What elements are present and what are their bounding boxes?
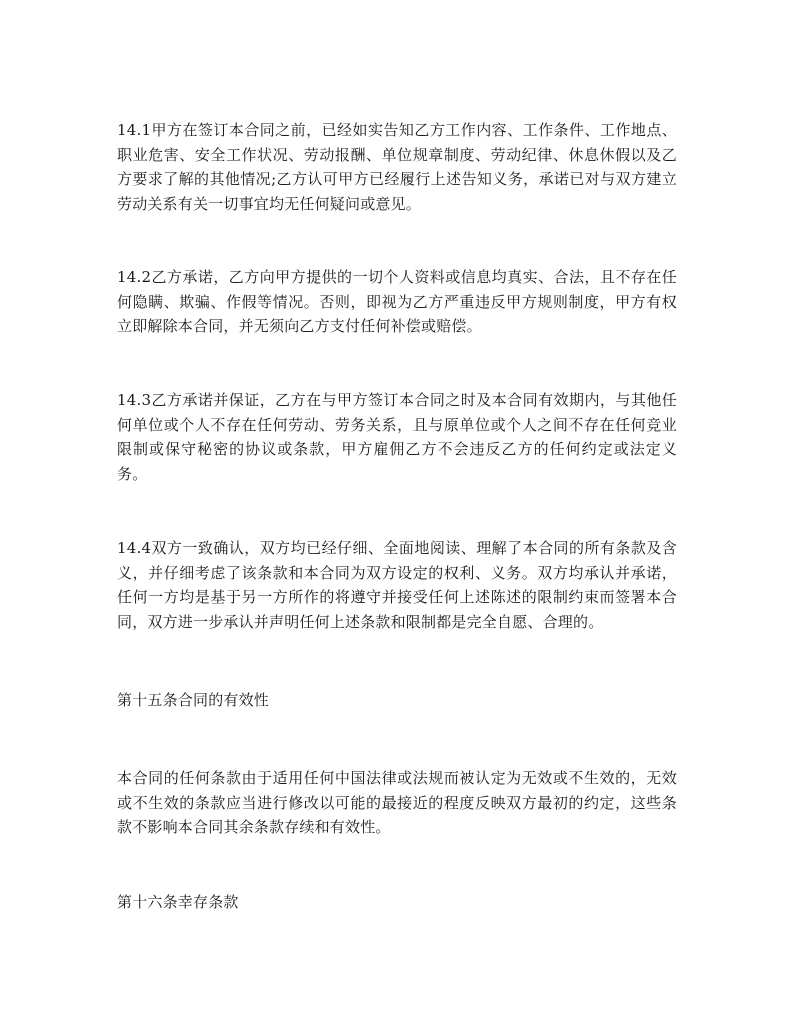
clause-14-4: 14.4双方一致确认，双方均已经仔细、全面地阅读、理解了本合同的所有条款及含义，并仔细考虑了该条款和本合同为双方设定的权利、义务。双方均承认并承诺，任何一方均是基于另一方所作的将遵守并接受任何上述陈述的限制约束而签署本合同，双方进一步承认并声明任何上述条款和限制都是完全自愿、合理的。 — [117, 539, 677, 631]
heading-article-16: 第十六条幸存条款 — [117, 893, 239, 911]
clause-15-validity: 本合同的任何条款由于适用任何中国法律或法规而被认定为无效或不生效的，无效或不生效的条款应当进行修改以可能的最接近的程度反映双方最初的约定，这些条款不影响本合同其余条款存续和有效性。 — [117, 769, 677, 836]
heading-article-15: 第十五条合同的有效性 — [117, 691, 270, 709]
clause-14-2: 14.2乙方承诺，乙方向甲方提供的一切个人资料或信息均真实、合法，且不存在任何隐瞒、欺骗、作假等情况。否则，即视为乙方严重违反甲方规则制度，甲方有权立即解除本合同，并无须向乙方支付任何补偿或赔偿。 — [117, 268, 677, 335]
clause-14-1: 14.1甲方在签订本合同之前，已经如实告知乙方工作内容、工作条件、工作地点、职业危害、安全工作状况、劳动报酬、单位规章制度、劳动纪律、休息休假以及乙方要求了解的其他情况;乙方认可甲方已经履行上述告知义务，承诺已对与双方建立劳动关系有关一切事宜均无任何疑问或意见。 — [117, 121, 677, 213]
clause-14-3: 14.3乙方承诺并保证，乙方在与甲方签订本合同之时及本合同有效期内，与其他任何单位或个人不存在任何劳动、劳务关系，且与原单位或个人之间不存在任何竞业限制或保守秘密的协议或条款，甲方雇佣乙方不会违反乙方的任何约定或法定义务。 — [117, 391, 677, 483]
